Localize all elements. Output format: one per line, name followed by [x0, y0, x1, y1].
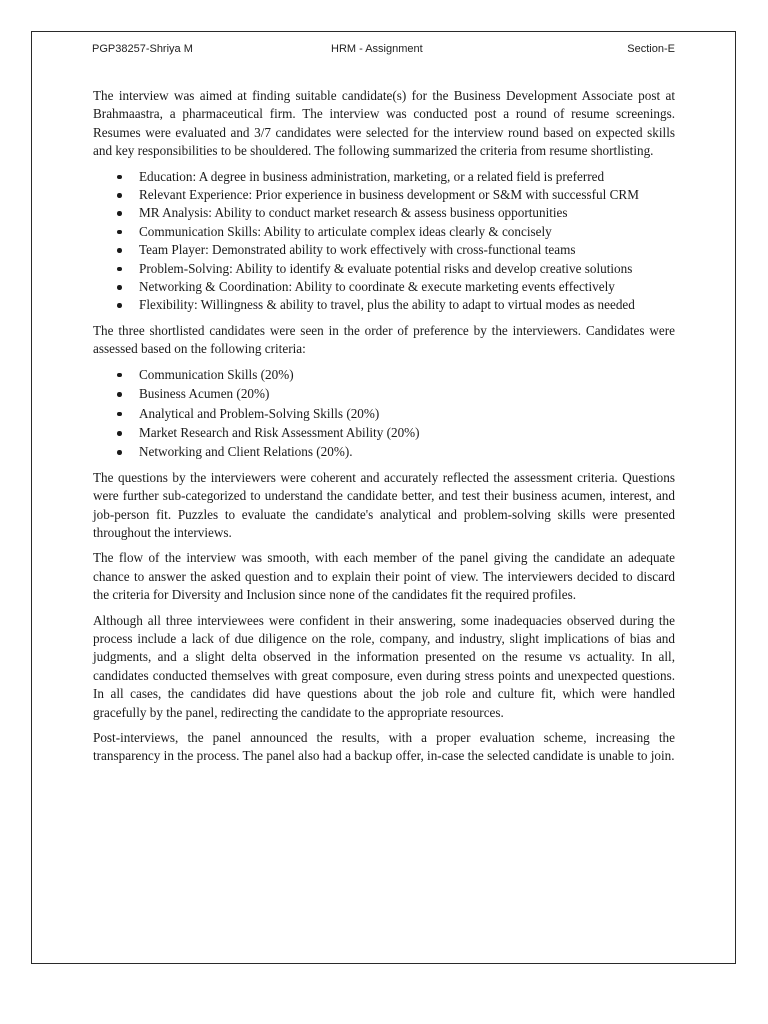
list-item: Networking and Client Relations (20%).: [139, 443, 675, 461]
header-title: HRM - Assignment: [331, 43, 423, 55]
header-author: PGP38257-Shriya M: [92, 43, 193, 55]
list-item: Communication Skills (20%): [139, 366, 675, 384]
assessment-intro-paragraph: The three shortlisted candidates were seen in the order of preference by the interviewers. Candidates were assessed based on the following criteria:: [93, 322, 675, 357]
flow-paragraph: The flow of the interview was smooth, with each member of the panel giving the candidate an adequate chance to answer the asked question and to explain their point of view. The interviewers decided to discard the criteria for Diversity and Inclusion since none of the candidates fit the required profiles.: [93, 550, 675, 603]
intro-paragraph: The interview was aimed at finding suitable candidate(s) for the Business Development Associate post at Brahmaastra, a pharmaceutical firm. The interview was conducted post a round of resume screenings. Resumes were evaluated and 3/7 candidates were selected for the interview round based on expected skills and key responsibilities to be shouldered. The following summarized the criteria from resume shortlisting.: [93, 88, 675, 159]
list-item: Analytical and Problem-Solving Skills (20%): [139, 405, 675, 423]
shortlist-criteria-list: [93, 168, 675, 315]
assessment-criteria-list: [93, 366, 675, 462]
page-header: [92, 43, 675, 61]
list-item: MR Analysis: Ability to conduct market research & assess business opportunities: [139, 204, 675, 222]
list-item: Relevant Experience: Prior experience in business development or S&M with successful CRM: [139, 186, 675, 204]
list-item: Flexibility: Willingness & ability to travel, plus the ability to adapt to virtual modes as needed: [139, 296, 675, 314]
questions-paragraph: The questions by the interviewers were coherent and accurately reflected the assessment criteria. Questions were further sub-categorized to understand the candidate better, and test their business acumen, interest, and job-person fit. Puzzles to evaluate the candidate's analytical and problem-solving skills were presented throughout the interviews.: [93, 469, 675, 540]
inadequacies-paragraph: Although all three interviewees were confident in their answering, some inadequacies observed during the process include a lack of due diligence on the role, company, and industry, slight implications of bias and judgments, and a slight delta observed in the information presented on the resume vs actuality. In all, candidates conducted themselves with great composure, even during stress points and unexpected questions. In all cases, the candidates did have questions about the job role and culture fit, which were handled gracefully by the panel, redirecting the candidate to the appropriate resources.: [93, 612, 675, 720]
document-body: [93, 87, 675, 773]
results-paragraph: Post-interviews, the panel announced the results, with a proper evaluation scheme, increasing the transparency in the process. The panel also had a backup offer, in-case the selected candidate is unable to join.: [93, 730, 675, 764]
list-item: Problem-Solving: Ability to identify & evaluate potential risks and develop creative solutions: [139, 260, 675, 278]
list-item: Team Player: Demonstrated ability to work effectively with cross-functional teams: [139, 241, 675, 259]
list-item: Education: A degree in business administration, marketing, or a related field is preferred: [139, 168, 675, 186]
list-item: Market Research and Risk Assessment Ability (20%): [139, 424, 675, 442]
list-item: Communication Skills: Ability to articulate complex ideas clearly & concisely: [139, 223, 675, 241]
list-item: Networking & Coordination: Ability to coordinate & execute marketing events effectively: [139, 278, 675, 296]
list-item: Business Acumen (20%): [139, 385, 675, 403]
header-section: Section-E: [627, 43, 675, 55]
